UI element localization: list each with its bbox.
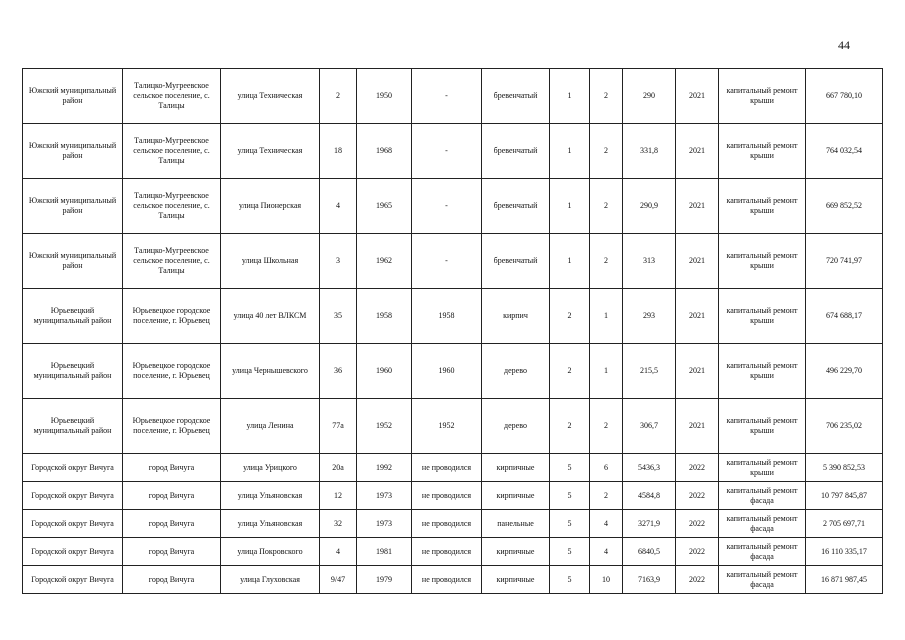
table-row bbox=[23, 482, 883, 510]
floors-cell: 5 bbox=[550, 454, 590, 482]
year-built-cell: 1965 bbox=[357, 179, 412, 234]
last-repair-year-cell: не проводился bbox=[412, 510, 482, 538]
area-cell: 3271,9 bbox=[623, 510, 676, 538]
floors-cell: 1 bbox=[550, 69, 590, 124]
street-cell: улица Чернышевского bbox=[221, 344, 320, 399]
settlement-cell: Юрьевецкое городское поселение, г. Юрьевец bbox=[123, 399, 221, 454]
planned-year-cell: 2021 bbox=[676, 399, 719, 454]
work-type-cell: капитальный ремонт крыши bbox=[719, 344, 806, 399]
table-row bbox=[23, 124, 883, 179]
planned-year-cell: 2021 bbox=[676, 344, 719, 399]
amount-cell: 10 797 845,87 bbox=[806, 482, 883, 510]
settlement-cell: город Вичуга bbox=[123, 510, 221, 538]
floors-cell: 1 bbox=[550, 124, 590, 179]
house-number-cell: 20а bbox=[320, 454, 357, 482]
wall-material-cell: кирпич bbox=[482, 289, 550, 344]
house-number-cell: 4 bbox=[320, 538, 357, 566]
floors-cell: 1 bbox=[550, 234, 590, 289]
street-cell: улица Ульяновская bbox=[221, 482, 320, 510]
work-type-cell: капитальный ремонт крыши bbox=[719, 399, 806, 454]
last-repair-year-cell: - bbox=[412, 69, 482, 124]
housing-repair-table bbox=[22, 68, 883, 594]
year-built-cell: 1950 bbox=[357, 69, 412, 124]
settlement-cell: город Вичуга bbox=[123, 566, 221, 594]
last-repair-year-cell: не проводился bbox=[412, 566, 482, 594]
work-type-cell: капитальный ремонт фасада bbox=[719, 538, 806, 566]
house-number-cell: 77а bbox=[320, 399, 357, 454]
district-cell: Южский муниципальный район bbox=[23, 124, 123, 179]
year-built-cell: 1979 bbox=[357, 566, 412, 594]
area-cell: 306,7 bbox=[623, 399, 676, 454]
wall-material-cell: кирпичные bbox=[482, 482, 550, 510]
last-repair-year-cell: не проводился bbox=[412, 538, 482, 566]
area-cell: 7163,9 bbox=[623, 566, 676, 594]
planned-year-cell: 2022 bbox=[676, 538, 719, 566]
district-cell: Юрьевецкий муниципальный район bbox=[23, 289, 123, 344]
entrances-cell: 2 bbox=[590, 482, 623, 510]
house-number-cell: 9/47 bbox=[320, 566, 357, 594]
street-cell: улица Ленина bbox=[221, 399, 320, 454]
amount-cell: 16 871 987,45 bbox=[806, 566, 883, 594]
house-number-cell: 32 bbox=[320, 510, 357, 538]
area-cell: 290,9 bbox=[623, 179, 676, 234]
amount-cell: 667 780,10 bbox=[806, 69, 883, 124]
table-row bbox=[23, 510, 883, 538]
work-type-cell: капитальный ремонт крыши bbox=[719, 179, 806, 234]
street-cell: улица Ульяновская bbox=[221, 510, 320, 538]
last-repair-year-cell: - bbox=[412, 234, 482, 289]
street-cell: улица Пионерская bbox=[221, 179, 320, 234]
entrances-cell: 1 bbox=[590, 344, 623, 399]
wall-material-cell: бревенчатый bbox=[482, 69, 550, 124]
wall-material-cell: кирпичные bbox=[482, 538, 550, 566]
entrances-cell: 2 bbox=[590, 179, 623, 234]
work-type-cell: капитальный ремонт крыши bbox=[719, 289, 806, 344]
entrances-cell: 2 bbox=[590, 124, 623, 179]
floors-cell: 1 bbox=[550, 179, 590, 234]
district-cell: Городской округ Вичуга bbox=[23, 510, 123, 538]
district-cell: Городской округ Вичуга bbox=[23, 566, 123, 594]
entrances-cell: 10 bbox=[590, 566, 623, 594]
table-body bbox=[23, 69, 883, 594]
page-number: 44 bbox=[838, 38, 850, 52]
work-type-cell: капитальный ремонт крыши bbox=[719, 69, 806, 124]
floors-cell: 2 bbox=[550, 399, 590, 454]
planned-year-cell: 2021 bbox=[676, 179, 719, 234]
amount-cell: 674 688,17 bbox=[806, 289, 883, 344]
house-number-cell: 12 bbox=[320, 482, 357, 510]
house-number-cell: 4 bbox=[320, 179, 357, 234]
work-type-cell: капитальный ремонт фасада bbox=[719, 482, 806, 510]
amount-cell: 706 235,02 bbox=[806, 399, 883, 454]
street-cell: улица Глуховская bbox=[221, 566, 320, 594]
amount-cell: 720 741,97 bbox=[806, 234, 883, 289]
table-row bbox=[23, 179, 883, 234]
year-built-cell: 1973 bbox=[357, 510, 412, 538]
year-built-cell: 1992 bbox=[357, 454, 412, 482]
area-cell: 6840,5 bbox=[623, 538, 676, 566]
entrances-cell: 4 bbox=[590, 510, 623, 538]
entrances-cell: 2 bbox=[590, 399, 623, 454]
last-repair-year-cell: 1960 bbox=[412, 344, 482, 399]
street-cell: улица Техническая bbox=[221, 124, 320, 179]
last-repair-year-cell: 1952 bbox=[412, 399, 482, 454]
last-repair-year-cell: не проводился bbox=[412, 454, 482, 482]
entrances-cell: 2 bbox=[590, 69, 623, 124]
work-type-cell: капитальный ремонт крыши bbox=[719, 124, 806, 179]
floors-cell: 5 bbox=[550, 510, 590, 538]
house-number-cell: 18 bbox=[320, 124, 357, 179]
area-cell: 4584,8 bbox=[623, 482, 676, 510]
district-cell: Городской округ Вичуга bbox=[23, 538, 123, 566]
amount-cell: 2 705 697,71 bbox=[806, 510, 883, 538]
table-row bbox=[23, 69, 883, 124]
work-type-cell: капитальный ремонт крыши bbox=[719, 454, 806, 482]
planned-year-cell: 2022 bbox=[676, 482, 719, 510]
entrances-cell: 6 bbox=[590, 454, 623, 482]
area-cell: 331,8 bbox=[623, 124, 676, 179]
planned-year-cell: 2021 bbox=[676, 69, 719, 124]
last-repair-year-cell: не проводился bbox=[412, 482, 482, 510]
table-row bbox=[23, 566, 883, 594]
entrances-cell: 1 bbox=[590, 289, 623, 344]
street-cell: улица Школьная bbox=[221, 234, 320, 289]
district-cell: Южский муниципальный район bbox=[23, 69, 123, 124]
settlement-cell: город Вичуга bbox=[123, 482, 221, 510]
street-cell: улица Покровского bbox=[221, 538, 320, 566]
wall-material-cell: бревенчатый bbox=[482, 234, 550, 289]
house-number-cell: 36 bbox=[320, 344, 357, 399]
street-cell: улица 40 лет ВЛКСМ bbox=[221, 289, 320, 344]
planned-year-cell: 2022 bbox=[676, 454, 719, 482]
amount-cell: 764 032,54 bbox=[806, 124, 883, 179]
year-built-cell: 1968 bbox=[357, 124, 412, 179]
planned-year-cell: 2021 bbox=[676, 234, 719, 289]
area-cell: 293 bbox=[623, 289, 676, 344]
planned-year-cell: 2022 bbox=[676, 510, 719, 538]
year-built-cell: 1960 bbox=[357, 344, 412, 399]
settlement-cell: город Вичуга bbox=[123, 538, 221, 566]
house-number-cell: 2 bbox=[320, 69, 357, 124]
district-cell: Юрьевецкий муниципальный район bbox=[23, 344, 123, 399]
district-cell: Городской округ Вичуга bbox=[23, 454, 123, 482]
table-row bbox=[23, 234, 883, 289]
entrances-cell: 2 bbox=[590, 234, 623, 289]
amount-cell: 16 110 335,17 bbox=[806, 538, 883, 566]
area-cell: 215,5 bbox=[623, 344, 676, 399]
entrances-cell: 4 bbox=[590, 538, 623, 566]
amount-cell: 496 229,70 bbox=[806, 344, 883, 399]
settlement-cell: Талицко-Мугреевское сельское поселение, с. Талицы bbox=[123, 234, 221, 289]
table-row bbox=[23, 289, 883, 344]
work-type-cell: капитальный ремонт крыши bbox=[719, 234, 806, 289]
wall-material-cell: панельные bbox=[482, 510, 550, 538]
floors-cell: 5 bbox=[550, 566, 590, 594]
wall-material-cell: бревенчатый bbox=[482, 124, 550, 179]
settlement-cell: Юрьевецкое городское поселение, г. Юрьевец bbox=[123, 289, 221, 344]
settlement-cell: Талицко-Мугреевское сельское поселение, с. Талицы bbox=[123, 179, 221, 234]
planned-year-cell: 2022 bbox=[676, 566, 719, 594]
settlement-cell: Талицко-Мугреевское сельское поселение, с. Талицы bbox=[123, 124, 221, 179]
house-number-cell: 3 bbox=[320, 234, 357, 289]
table-row bbox=[23, 454, 883, 482]
table-row bbox=[23, 538, 883, 566]
year-built-cell: 1958 bbox=[357, 289, 412, 344]
wall-material-cell: дерево bbox=[482, 344, 550, 399]
year-built-cell: 1973 bbox=[357, 482, 412, 510]
settlement-cell: Талицко-Мугреевское сельское поселение, с. Талицы bbox=[123, 69, 221, 124]
area-cell: 5436,3 bbox=[623, 454, 676, 482]
year-built-cell: 1952 bbox=[357, 399, 412, 454]
planned-year-cell: 2021 bbox=[676, 289, 719, 344]
street-cell: улица Урицкого bbox=[221, 454, 320, 482]
amount-cell: 669 852,52 bbox=[806, 179, 883, 234]
district-cell: Южский муниципальный район bbox=[23, 179, 123, 234]
last-repair-year-cell: - bbox=[412, 179, 482, 234]
street-cell: улица Техническая bbox=[221, 69, 320, 124]
area-cell: 290 bbox=[623, 69, 676, 124]
wall-material-cell: кирпичные bbox=[482, 454, 550, 482]
district-cell: Южский муниципальный район bbox=[23, 234, 123, 289]
work-type-cell: капитальный ремонт фасада bbox=[719, 510, 806, 538]
table-row bbox=[23, 344, 883, 399]
wall-material-cell: бревенчатый bbox=[482, 179, 550, 234]
last-repair-year-cell: 1958 bbox=[412, 289, 482, 344]
floors-cell: 5 bbox=[550, 482, 590, 510]
planned-year-cell: 2021 bbox=[676, 124, 719, 179]
wall-material-cell: кирпичные bbox=[482, 566, 550, 594]
floors-cell: 5 bbox=[550, 538, 590, 566]
work-type-cell: капитальный ремонт фасада bbox=[719, 566, 806, 594]
house-number-cell: 35 bbox=[320, 289, 357, 344]
amount-cell: 5 390 852,53 bbox=[806, 454, 883, 482]
floors-cell: 2 bbox=[550, 289, 590, 344]
last-repair-year-cell: - bbox=[412, 124, 482, 179]
year-built-cell: 1981 bbox=[357, 538, 412, 566]
district-cell: Юрьевецкий муниципальный район bbox=[23, 399, 123, 454]
settlement-cell: город Вичуга bbox=[123, 454, 221, 482]
area-cell: 313 bbox=[623, 234, 676, 289]
district-cell: Городской округ Вичуга bbox=[23, 482, 123, 510]
wall-material-cell: дерево bbox=[482, 399, 550, 454]
table-row bbox=[23, 399, 883, 454]
settlement-cell: Юрьевецкое городское поселение, г. Юрьевец bbox=[123, 344, 221, 399]
year-built-cell: 1962 bbox=[357, 234, 412, 289]
floors-cell: 2 bbox=[550, 344, 590, 399]
